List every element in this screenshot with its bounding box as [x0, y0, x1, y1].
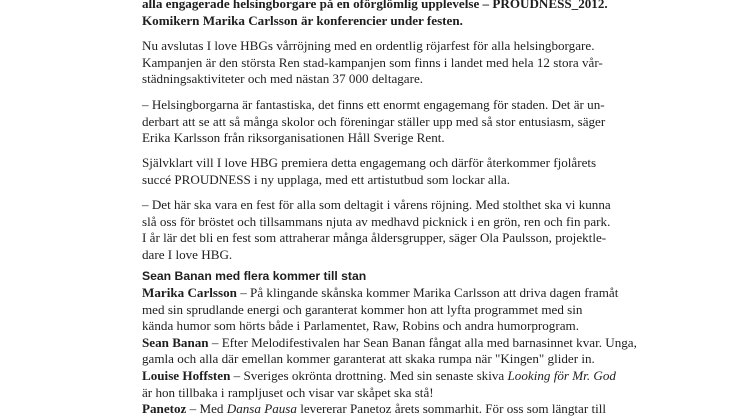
text-line: är hon tillbaka i rampljuset och visar var skåpet ska stå! — [142, 384, 434, 400]
artist-text: – Med — [186, 401, 227, 417]
text-line: dare I love HBG. — [142, 246, 233, 262]
artist-marika-line — [142, 285, 619, 302]
artist-text: levererar Panetoz årets sommarhit. För oss som längtar till — [296, 401, 607, 417]
intro-line: Komikern Marika Carlsson är konferencier under festen. — [142, 12, 463, 28]
paragraph-proudness — [142, 155, 604, 188]
text-line: – Det här ska vara en fest för alla som deltagit i vårens röjning. Med stolthet ska vi kunna — [142, 197, 611, 212]
artist-name: Panetoz — [142, 401, 187, 417]
text-line: kända humor som hörts både i Parlamentet, Raw, Robins och andra humorprogram. — [142, 318, 579, 334]
text-line: Erika Karlsson från riksorganisationen Håll Sverige Rent. — [142, 130, 445, 146]
paragraph-erika-quote — [142, 97, 604, 147]
artist-text: – Sveriges okrönta drottning. Med sin senaste skiva — [230, 367, 508, 383]
artist-text: – Efter Melodifestivalen har Sean Banan fångat alla med barnasinnet kvar. Unga, — [208, 334, 637, 350]
album-title: Looking för Mr. God — [507, 367, 616, 383]
text-line: – Helsingborgarna är fantastiska, det finns ett enormt engagemang för staden. Det är un- — [142, 97, 605, 112]
intro-line: alla engagerade helsingborgare på en oförglömlig upplevelse – PROUDNESS_2012. — [142, 0, 608, 11]
text-line: derbart att se att så många skolor och föreningar ställer upp med så stor entusiasm, säger — [142, 113, 606, 129]
artist-louise-line — [142, 367, 616, 385]
album-title: Dansa Pausa — [226, 401, 297, 417]
text-line: Självklart vill I love HBG premiera detta engagemang och därför återkommer fjolårets — [142, 155, 597, 170]
paragraph-ola-quote — [142, 197, 611, 263]
artist-text: – På klingande skånska kommer Marika Carlsson att driva dagen framåt — [236, 285, 619, 300]
text-line: städningsaktiviteter och med nästan 37 000 deltagare. — [142, 71, 424, 87]
section-heading: Sean Banan med flera kommer till stan — [142, 269, 367, 283]
text-line: med sin sprudlande energi och garanterat kommer hon att lyfta programmet med sin — [142, 301, 583, 317]
artist-list — [142, 285, 637, 418]
text-line: I år lär det bli en fest som attraherar många åldersgrupper, säger Ola Paulsson, projektle- — [142, 230, 607, 246]
text-line: gamla och alla där emellan kommer garanterat att skaka rumpa när "Kingen" glider in. — [142, 351, 595, 367]
text-line: Nu avslutas I love HBGs vårröjning med en ordentlig röjarfest för alla helsingborgare. — [142, 38, 595, 53]
artist-sean-line — [142, 334, 637, 352]
artist-name: Marika Carlsson — [142, 285, 237, 300]
artist-name: Louise Hoffsten — [142, 367, 231, 383]
text-line: Kampanjen är den största Ren stad-kampanjen som finns i landet med hela 12 stora vår- — [142, 54, 603, 70]
text-line: succé PROUDNESS i ny upplaga, med ett artistutbud som lockar alla. — [142, 171, 511, 187]
paragraph-cleanup-campaign — [142, 38, 604, 88]
artist-name: Sean Banan — [142, 334, 209, 350]
intro-bold-paragraph — [142, 0, 608, 29]
text-line: slå oss för bröstet och tillsammans njuta av medhavd picknick i en grön, ren och fin park. — [142, 213, 611, 229]
artist-panetoz-line — [142, 401, 607, 418]
